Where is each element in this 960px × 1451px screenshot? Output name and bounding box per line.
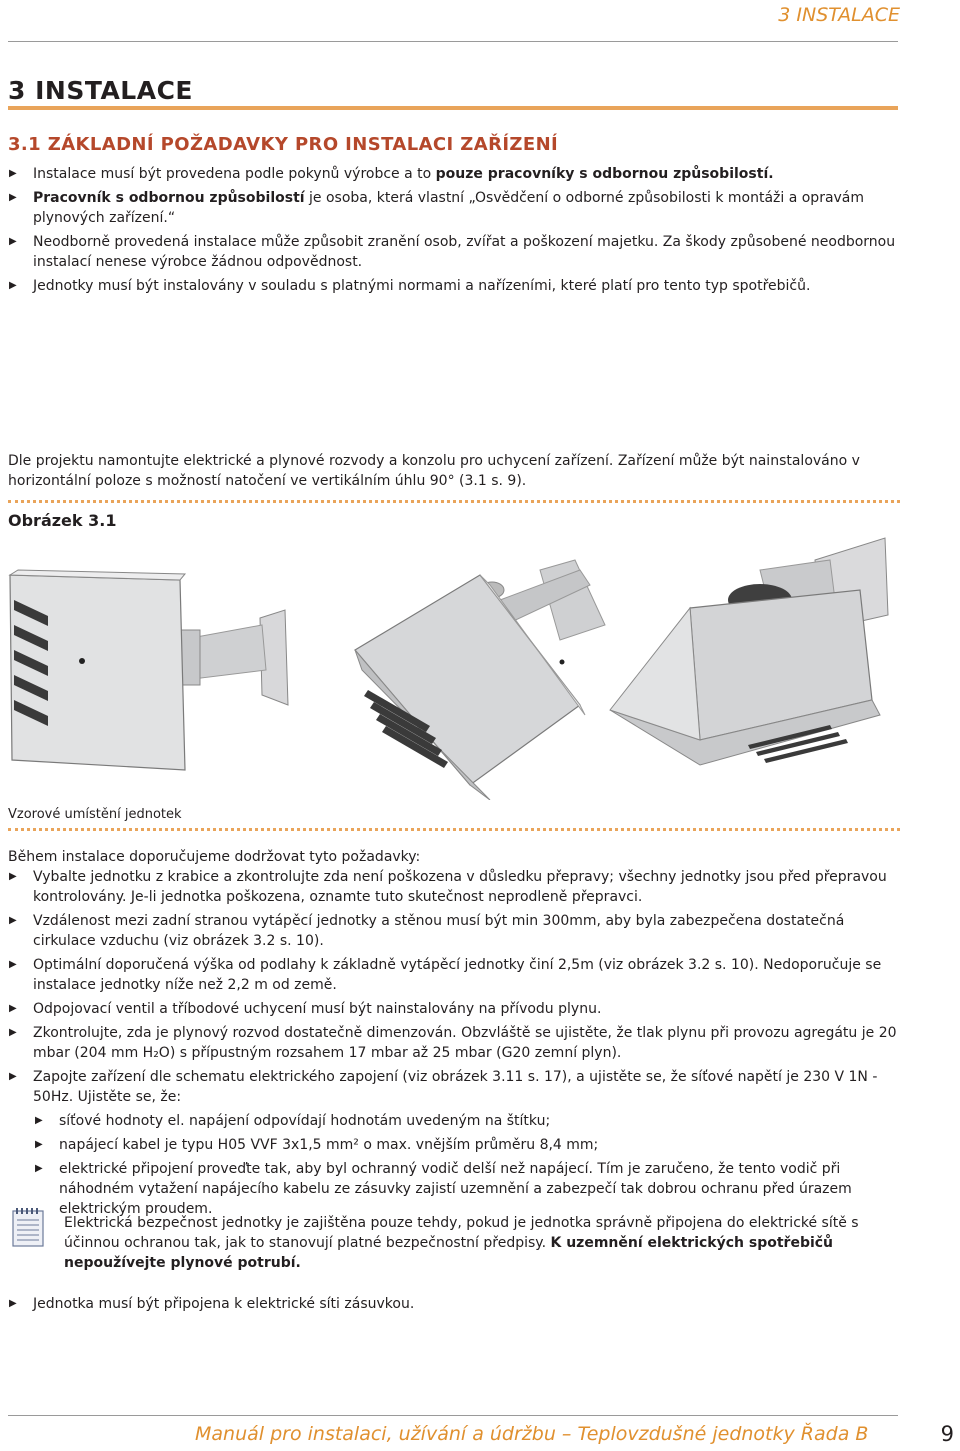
figure-unit-illustrations [0, 530, 900, 800]
mounting-paragraph: Dle projektu namontujte elektrické a plynové rozvody a konzolu pro uchycení zařízení. Zařízení může být nainstalováno v horizontální poloze s možností natočení ve vertikálním úhlu 90° (3.1 s. 9). [8, 453, 860, 489]
figure-caption: Vzorové umístění jednotek [8, 807, 182, 822]
unit-ceiling-view [610, 538, 888, 765]
header-rule [8, 41, 898, 42]
sub-list-item: ▶ síťové hodnoty el. napájení odpovídají hodnotám uvedeným na štítku; [8, 1111, 903, 1131]
list-item: ▶ Vybalte jednotku z krabice a zkontrolujte zda není poškozena v důsledku přepravy; všechny jednotky jsou před přepravou kontrolovány. Je-li jednotka poškozena, oznamte tuto skutečnost neprodleně přepravci. [8, 867, 903, 907]
list-item: ▶ Zapojte zařízení dle schematu elektrického zapojení (viz obrázek 3.11 s. 17), a ujistěte se, že síťové napětí je 230 V 1N - 50Hz. Ujistěte se, že: [8, 1067, 903, 1107]
unit-wall-side-view [10, 570, 288, 770]
top-bullet-list [8, 164, 903, 300]
list-item: ▶ Pracovník s odbornou způsobilostí je osoba, která vlastní „Osvědčení o odborné způsobilosti k montáži a opravám plynových zařízení.“ [8, 188, 903, 228]
page-number: 9 [940, 1422, 954, 1446]
list-item: ▶ Jednotka musí být připojena k elektrické síti zásuvkou. [8, 1294, 903, 1314]
dotted-divider [8, 500, 900, 503]
figure-title: Obrázek 3.1 [8, 511, 117, 530]
dotted-divider [8, 828, 900, 831]
requirements-list [8, 867, 903, 1223]
list-item: ▶ Instalace musí být provedena podle pokynů výrobce a to pouze pracovníky s odbornou způsobilostí. [8, 164, 903, 184]
list-item: ▶ Vzdálenost mezi zadní stranou vytápěcí jednotky a stěnou musí být min 300mm, aby byla zabezpečena dostatečná cirkulace vzduchu (viz obrázek 3.2 s. 10). [8, 911, 903, 951]
list-item: ▶ Zkontrolujte, zda je plynový rozvod dostatečně dimenzován. Obzvláště se ujistěte, že tlak plynu při provozu agregátu je 20 mbar (204 mm H₂O) s přípustným rozsahem 17 mbar až 25 mbar (G20 zemní plyn). [8, 1023, 903, 1063]
electrical-safety-note: Elektrická bezpečnost jednotky je zajištěna pouze tehdy, pokud je jednotka správně připojena do elektrické sítě s účinnou ochranou tak, jak to stanovují platné bezpečnostní předpisy. K uzemnění elektrických spotřebičů nepoužívejte plynové potrubí. [64, 1215, 859, 1271]
chapter-rule [8, 106, 898, 110]
list-item: ▶ Jednotky musí být instalovány v souladu s platnými normami a nařízeními, které platí pro tento typ spotřebičů. [8, 276, 903, 296]
list-item: ▶ Neodborně provedená instalace může způsobit zranění osob, zvířat a poškození majetku. Za škody způsobené neodbornou instalací nenese výrobce žádnou odpovědnost. [8, 232, 903, 272]
list-item: ▶ Optimální doporučená výška od podlahy k základně vytápěcí jednotky činí 2,5m (viz obrázek 3.2 s. 10). Nedoporučuje se instalace jednotky níže než 2,2 m od země. [8, 955, 903, 995]
notepad-icon [10, 1206, 46, 1248]
final-bullet-list [8, 1294, 903, 1318]
footer-rule [8, 1415, 898, 1416]
footer-title: Manuál pro instalaci, užívání a údržbu – Teplovzdušné jednotky Řada B [195, 1423, 869, 1445]
running-header: 3 INSTALACE [778, 4, 900, 26]
sub-list-item: ▶ elektrické připojení proveďte tak, aby byl ochranný vodič delší než napájecí. Tím je zaručeno, že tento vodič při náhodném vytažení napájecího kabelu ze zásuvky zajistí uzemnění a zabezpečí tak dobrou ochranu před úrazem elektrickým proudem. [8, 1159, 903, 1219]
unit-tilted-view [355, 560, 605, 800]
list-item: ▶ Odpojovací ventil a tříbodové uchycení musí být nainstalovány na přívodu plynu. [8, 999, 903, 1019]
chapter-heading: 3 INSTALACE [8, 76, 193, 105]
requirements-intro: Během instalace doporučujeme dodržovat tyto požadavky: [8, 849, 421, 865]
sub-list-item: ▶ napájecí kabel je typu H05 VVF 3x1,5 mm² o max. vnějším průměru 8,4 mm; [8, 1135, 903, 1155]
section-heading: 3.1 ZÁKLADNÍ POŽADAVKY PRO INSTALACI ZAŘÍZENÍ [8, 134, 559, 155]
